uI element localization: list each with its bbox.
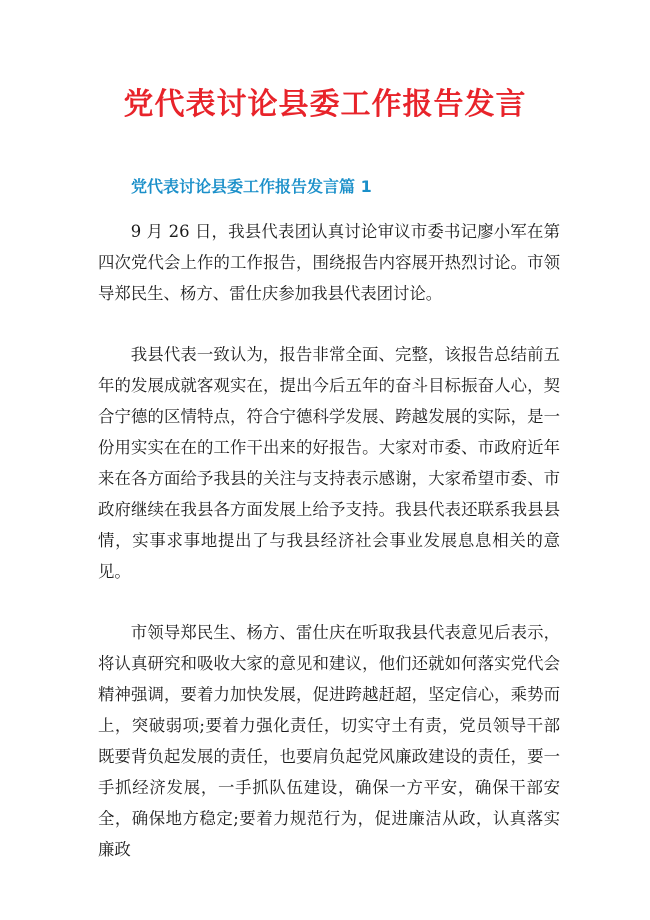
document-title: 党代表讨论县委工作报告发言 [123,87,527,122]
paragraph-2: 我县代表一致认为，报告非常全面、完整，该报告总结前五年的发展成就客观实在，提出今后五年的奋斗目标振奋人心，契合宁德的区情特点，符合宁德科学发展、跨越发展的实际，是一份用实实在在的工作干出来的好报告。大家对市委、市政府近年来在各方面给予我县的关注与支持表示感谢，大家希望市委、市政府继续在我县各方面发展上给予支持。我县代表还联系我县县情，实事求事地提出了与我县经济社会事业发展息息相关的意见。 [98,345,560,581]
document-body [98,216,560,895]
section-heading: 党代表讨论县委工作报告发言篇 1 [131,177,372,196]
paragraph-3: 市领导郑民生、杨方、雷仕庆在听取我县代表意见后表示，将认真研究和吸收大家的意见和建议，他们还就如何落实党代会精神强调，要着力加快发展，促进跨越赶超，坚定信心，乘势而上，突破弱项;要着力强化责任，切实守土有责，党员领导干部既要背负起发展的责任，也要肩负起党风廉政建设的责任，要一手抓经济发展，一手抓队伍建设，确保一方平安，确保干部安全，确保地方稳定;要着力规范行为，促进廉洁从政，认真落实廉政 [98,623,560,859]
paragraph-1: 9 月 26 日，我县代表团认真讨论审议市委书记廖小军在第四次党代会上作的工作报告，围绕报告内容展开热烈讨论。市领导郑民生、杨方、雷仕庆参加我县代表团讨论。 [98,222,560,303]
